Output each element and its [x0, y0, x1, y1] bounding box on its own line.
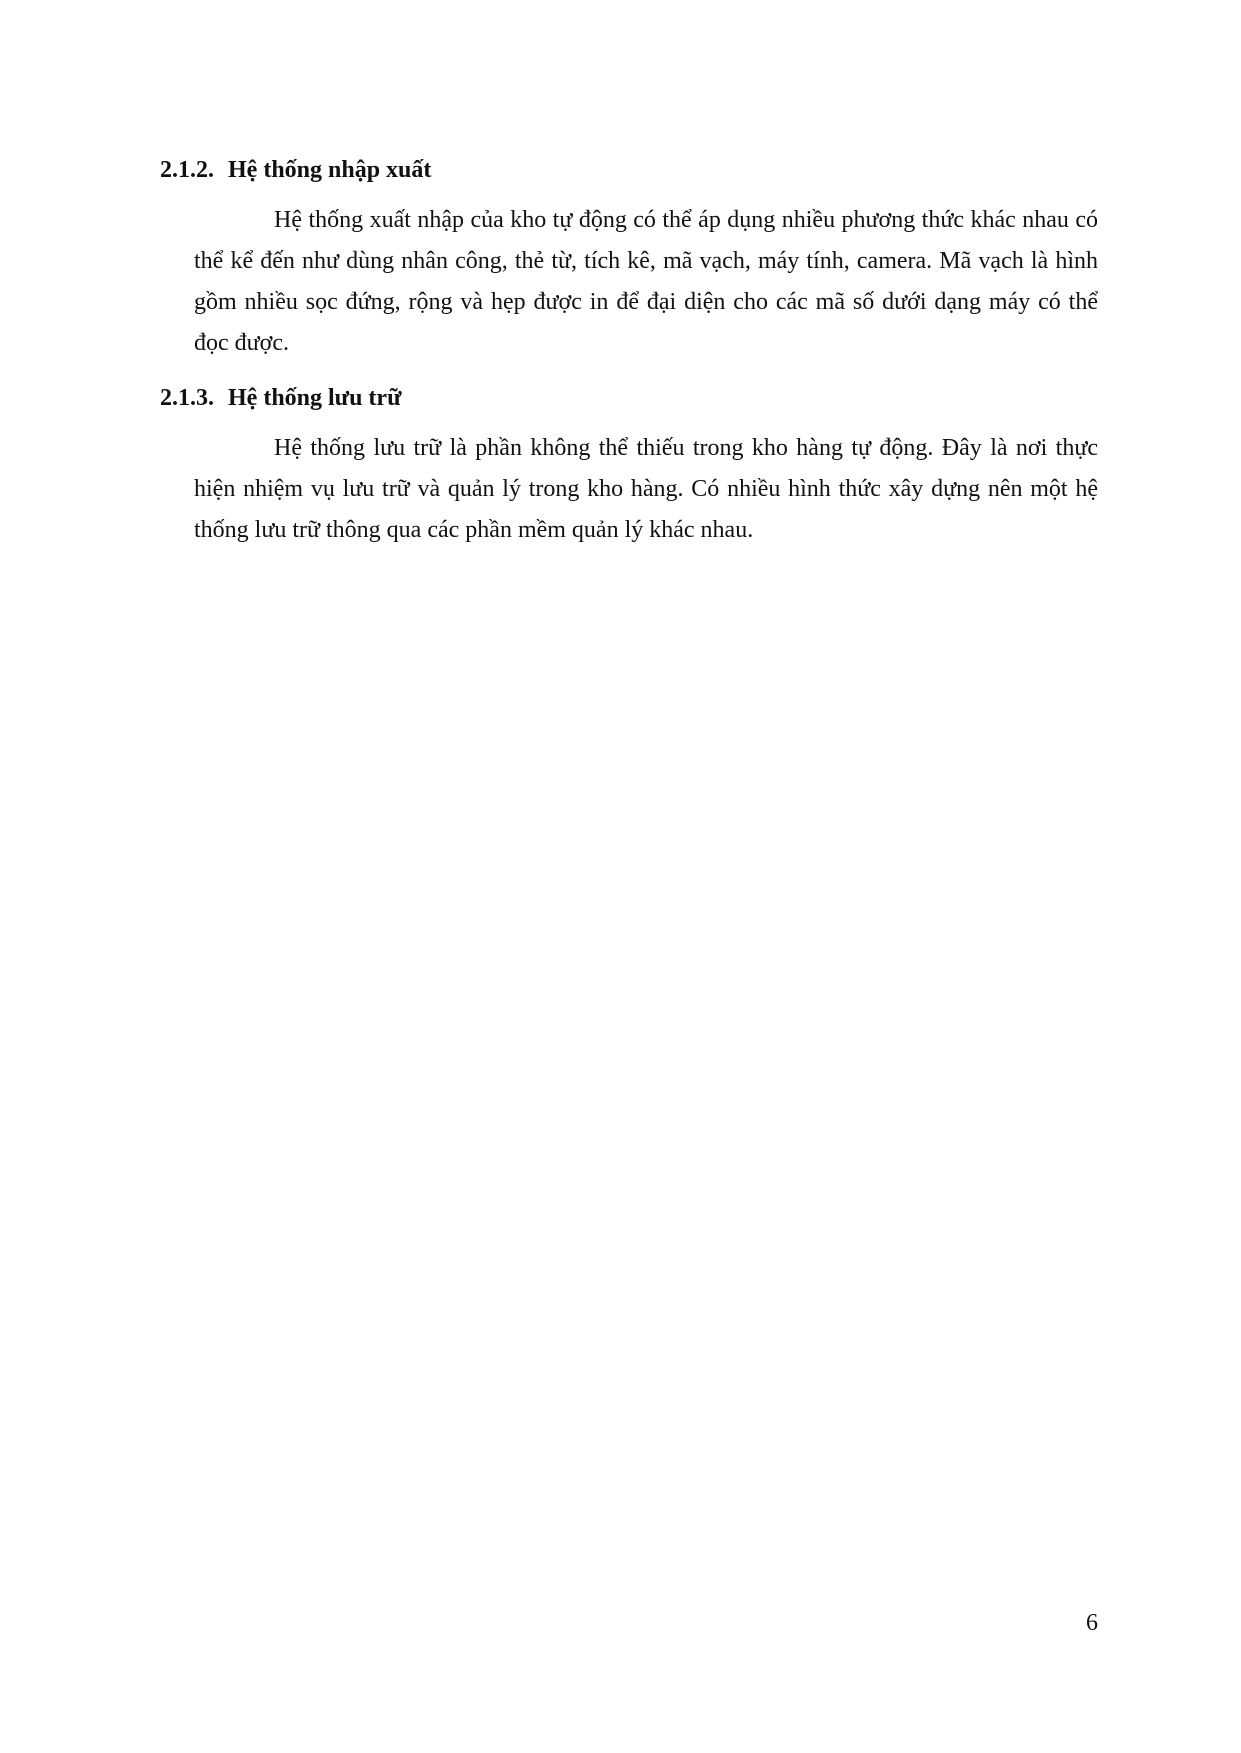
- section-number: 2.1.2.: [160, 157, 214, 183]
- section-2-1-3: [160, 381, 1098, 551]
- section-number: 2.1.3.: [160, 385, 214, 411]
- page-number: 6: [1086, 1610, 1098, 1636]
- section-paragraph: Hệ thống lưu trữ là phần không thể thiếu trong kho hàng tự động. Đây là nơi thực hiện nhiệm vụ lưu trữ và quản lý trong kho hàng. Có nhiều hình thức xây dựng nên một hệ thống lưu trữ thông qua các phần mềm quản lý khác nhau.: [194, 435, 1098, 543]
- section-heading: [160, 153, 1098, 187]
- section-title: Hệ thống nhập xuất: [228, 157, 432, 183]
- section-2-1-2: [160, 153, 1098, 364]
- section-heading: [160, 381, 1098, 415]
- section-paragraph: Hệ thống xuất nhập của kho tự động có thể áp dụng nhiều phương thức khác nhau có thể kể đến như dùng nhân công, thẻ từ, tích kê, mã vạch, máy tính, camera. Mã vạch là hình gồm nhiều sọc đứng, rộng và hẹp được in để đại diện cho các mã số dưới dạng máy có thể đọc được.: [194, 207, 1098, 356]
- section-title: Hệ thống lưu trữ: [228, 385, 402, 411]
